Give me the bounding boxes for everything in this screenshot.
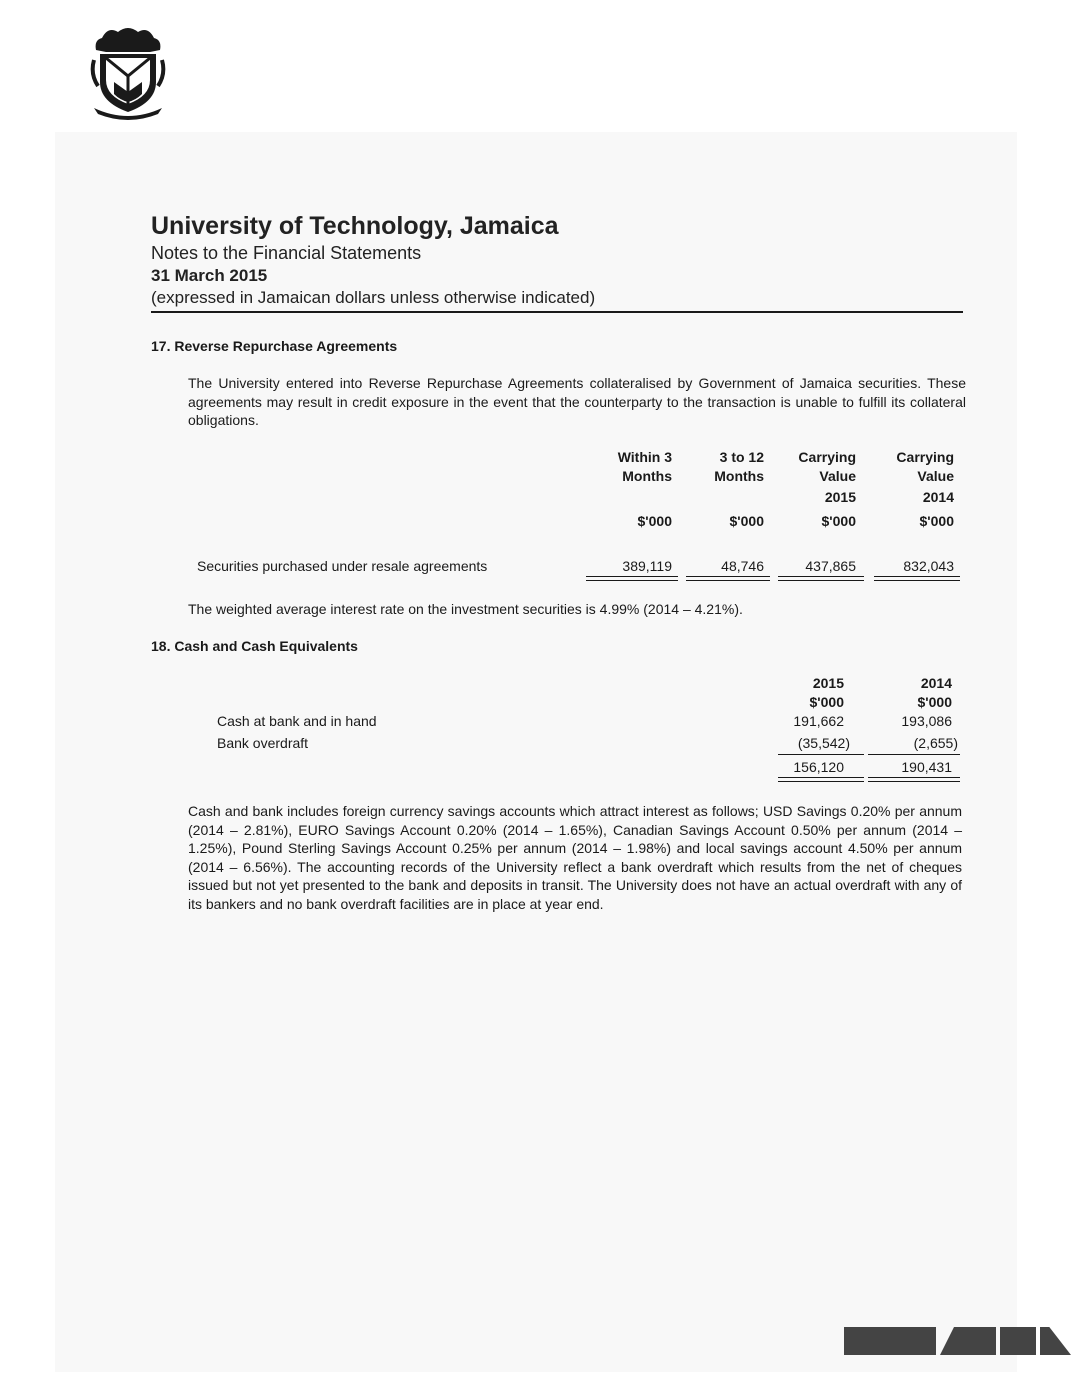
note17-unit-4: $'000: [919, 513, 954, 529]
note18-overdraft-2014: (2,655): [913, 735, 958, 751]
note17-value-within3: 389,119: [622, 558, 672, 574]
note18-cash-2015: 191,662: [793, 713, 844, 729]
note17-unit-1: $'000: [637, 513, 672, 529]
note17-col-carrying-2015: Carrying Value 2015: [798, 449, 856, 505]
note18-row-cash-label: Cash at bank and in hand: [217, 713, 377, 729]
note18-overdraft-2015: (35,542): [797, 735, 850, 751]
double-underline: [778, 777, 864, 782]
statement-date: 31 March 2015: [151, 266, 268, 285]
double-underline: [874, 576, 960, 581]
note18-total-2015: 156,120: [793, 759, 844, 775]
note17-value-2014: 832,043: [903, 558, 954, 574]
double-underline: [586, 576, 678, 581]
note17-col-carrying-2014: Carrying Value 2014: [896, 449, 954, 505]
note17-heading: 17. Reverse Repurchase Agreements: [151, 338, 398, 354]
page-title: University of Technology, Jamaica: [151, 212, 559, 240]
note18-col-2015: 2015 $'000: [809, 675, 844, 710]
note18-heading: 18. Cash and Cash Equivalents: [151, 638, 358, 654]
double-underline: [868, 777, 960, 782]
note18-col-2014: 2014 $'000: [917, 675, 952, 710]
subtotal-rule: [868, 754, 960, 755]
note17-rate-note: The weighted average interest rate on the investment securities is 4.99% (2014 – 4.21%).: [188, 601, 743, 617]
note18-body: Cash and bank includes foreign currency savings accounts which attract interest as follows; USD Savings 0.20% per annum (2014 – 2.81%), EURO Savings Account 0.20% (2014 – 1.65%), Canadian Savings Account 0.50% per annum (2014 – 1.25%), Pound Sterling Savings Account 0.25% per annum (2014 – 1.98%) and local savings account 4.50% per annum (2014 – 6.56%). The accounting records of the University reflect a bank overdraft which results from the net of cheques issued but not yet presented to the bank and deposits in transit. The University does not have an actual overdraft with any of its bankers and no bank overdraft facilities are in place at year end.: [188, 803, 962, 912]
note17-unit-2: $'000: [729, 513, 764, 529]
footer-decor-bar: [1040, 1327, 1071, 1355]
footer-decor-bar: [844, 1327, 936, 1355]
university-crest-logo: [88, 24, 168, 120]
currency-note: (expressed in Jamaican dollars unless otherwise indicated): [151, 288, 596, 307]
note18-total-2014: 190,431: [901, 759, 952, 775]
note17-body: The University entered into Reverse Repurchase Agreements collateralised by Government of Jamaica securities. These agreements may result in credit exposure in the event that the counterparty to the transaction is unable to fulfill its collateral obligations.: [188, 375, 966, 429]
note18-row-overdraft-label: Bank overdraft: [217, 735, 309, 751]
double-underline: [778, 576, 864, 581]
footer-decor-bar: [1000, 1327, 1036, 1355]
note17-value-2015: 437,865: [805, 558, 856, 574]
note17-value-3to12: 48,746: [721, 558, 764, 574]
page-subtitle: Notes to the Financial Statements: [151, 243, 422, 263]
subtotal-rule: [778, 754, 864, 755]
double-underline: [686, 576, 770, 581]
note17-row-label: Securities purchased under resale agreements: [197, 558, 488, 574]
header-divider: [151, 311, 963, 313]
note17-col-within3: Within 3 Months: [617, 449, 672, 484]
page-panel: [55, 132, 1017, 1372]
note17-unit-3: $'000: [821, 513, 856, 529]
note18-cash-2014: 193,086: [901, 713, 952, 729]
note17-col-3to12: 3 to 12 Months: [714, 449, 764, 484]
